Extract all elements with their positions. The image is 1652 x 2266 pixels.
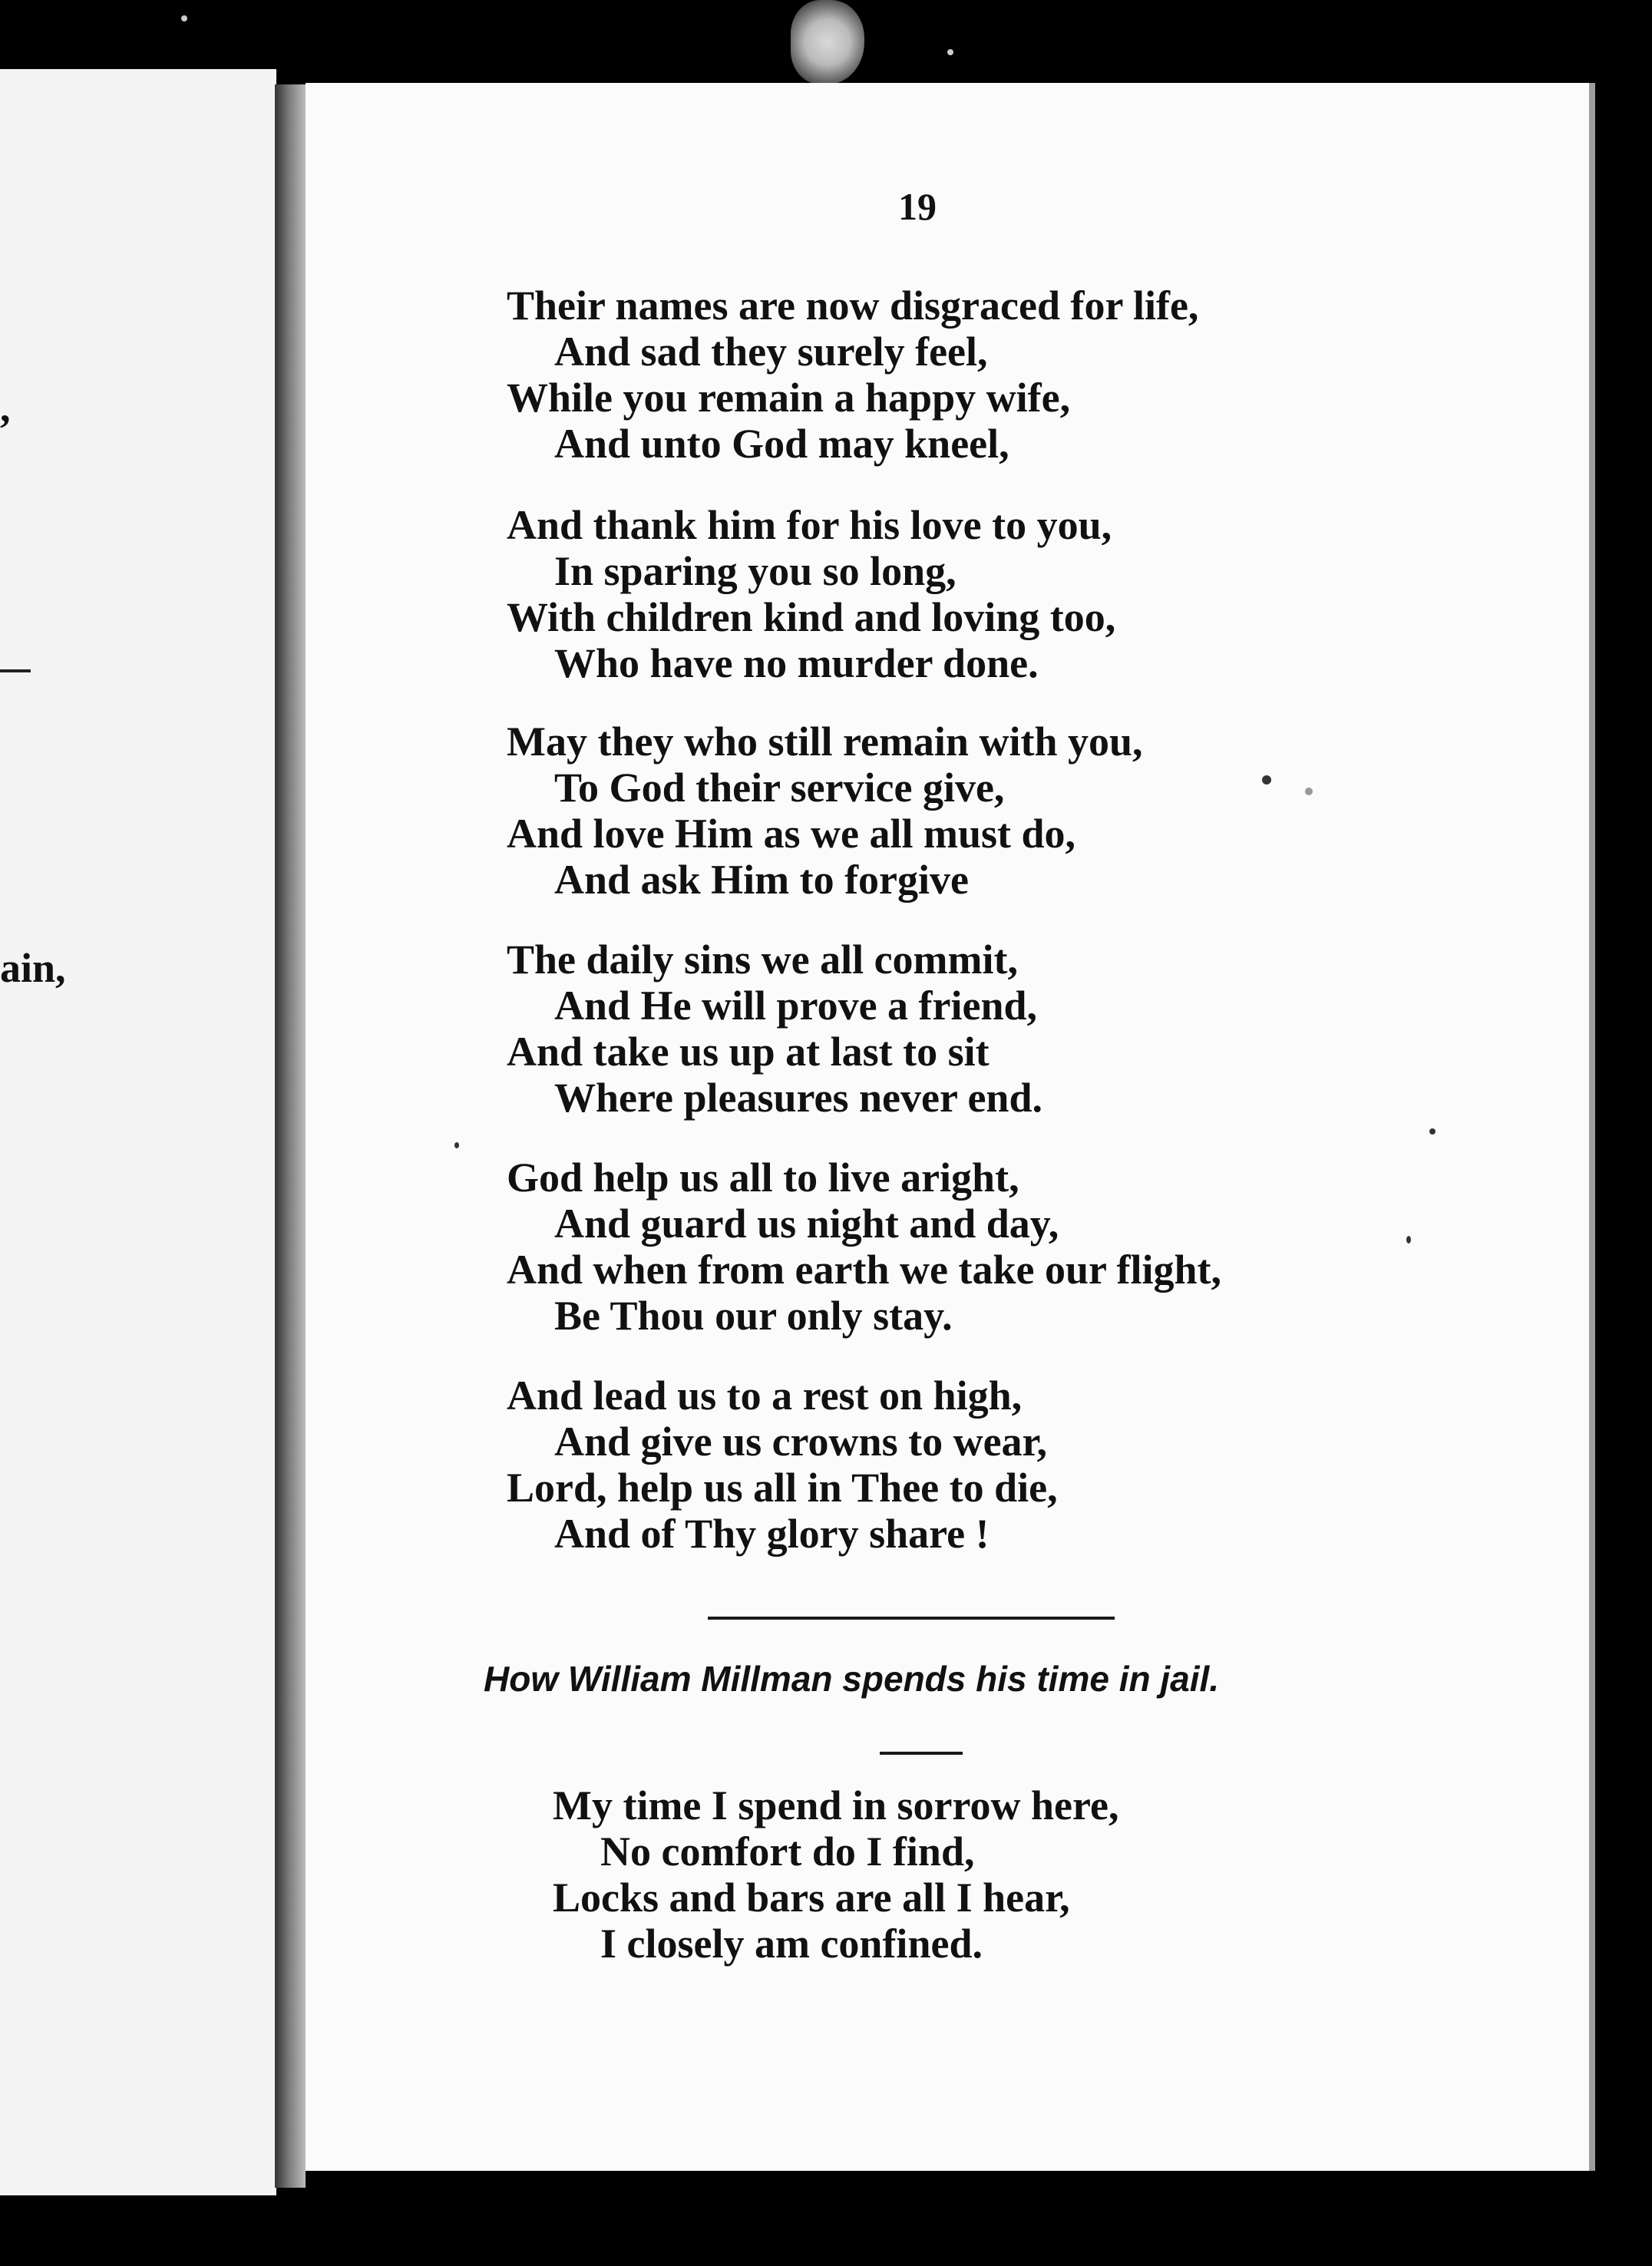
poem-line: God help us all to live aright, (507, 1154, 1019, 1201)
poem-line: Their names are now disgraced for life, (507, 282, 1199, 329)
ink-speck (947, 49, 953, 55)
poem-line: And of Thy glory share ! (554, 1511, 990, 1557)
section-title: How William Millman spends his time in jail. (484, 1659, 1220, 1699)
song-line: Locks and bars are all I hear, (553, 1875, 1070, 1921)
poem-stanza (507, 1154, 1221, 1339)
poem-line: Who have no murder done. (554, 640, 1039, 686)
poem-line: And give us crowns to wear, (554, 1419, 1048, 1465)
left-page (0, 69, 276, 2195)
poem-line: Be Thou our only stay. (554, 1293, 953, 1339)
poem-line: And when from earth we take our flight, (507, 1247, 1221, 1293)
paper-stain (791, 0, 864, 84)
poem-line: And unto God may kneel, (554, 421, 1009, 467)
poem-stanza (507, 502, 1115, 686)
poem-line: In sparing you so long, (554, 548, 957, 594)
ink-speck (181, 15, 187, 21)
poem-line: And love Him as we all must do, (507, 811, 1076, 857)
poem-line: To God their service give, (554, 765, 1005, 811)
poem-line: And ask Him to forgive (554, 857, 969, 903)
song-line: I closely am confined. (600, 1921, 983, 1967)
poem-line: And lead us to a rest on high, (507, 1372, 1023, 1419)
song-line: No comfort do I find, (600, 1828, 975, 1875)
poem-line: May they who still remain with you, (507, 718, 1143, 765)
title-underline-rule (880, 1752, 963, 1755)
ink-speck (1406, 1236, 1411, 1244)
poem-stanza (507, 1372, 1058, 1557)
poem-stanza (507, 282, 1198, 467)
poem-stanza (507, 718, 1143, 903)
poem-line: Lord, help us all in Thee to die, (507, 1465, 1058, 1511)
poem-line: And take us up at last to sit (507, 1029, 990, 1075)
poem-line: The daily sins we all commit, (507, 936, 1019, 983)
poem-line: And sad they surely feel, (554, 329, 988, 375)
poem-line: And thank him for his love to you, (507, 502, 1112, 548)
ink-speck (1305, 788, 1313, 795)
left-page-fragment: , (0, 385, 11, 431)
ink-speck (1429, 1128, 1436, 1135)
ink-speck (1262, 775, 1271, 785)
section-divider (708, 1617, 1115, 1620)
book-spine (275, 84, 306, 2188)
poem-line: And guard us night and day, (554, 1201, 1059, 1247)
poem-line: While you remain a happy wife, (507, 375, 1071, 421)
page-number: 19 (898, 185, 937, 228)
left-page-fragment: ain, (0, 945, 66, 991)
poem-line: Where pleasures never end. (554, 1075, 1042, 1121)
poem-line: And He will prove a friend, (554, 983, 1038, 1029)
ink-speck (454, 1142, 459, 1148)
poem-line: With children kind and loving too, (507, 594, 1116, 640)
left-page-rule (0, 669, 31, 672)
poem-stanza (507, 936, 1042, 1121)
song-stanza (553, 1782, 1118, 1967)
song-line: My time I spend in sorrow here, (553, 1782, 1119, 1828)
